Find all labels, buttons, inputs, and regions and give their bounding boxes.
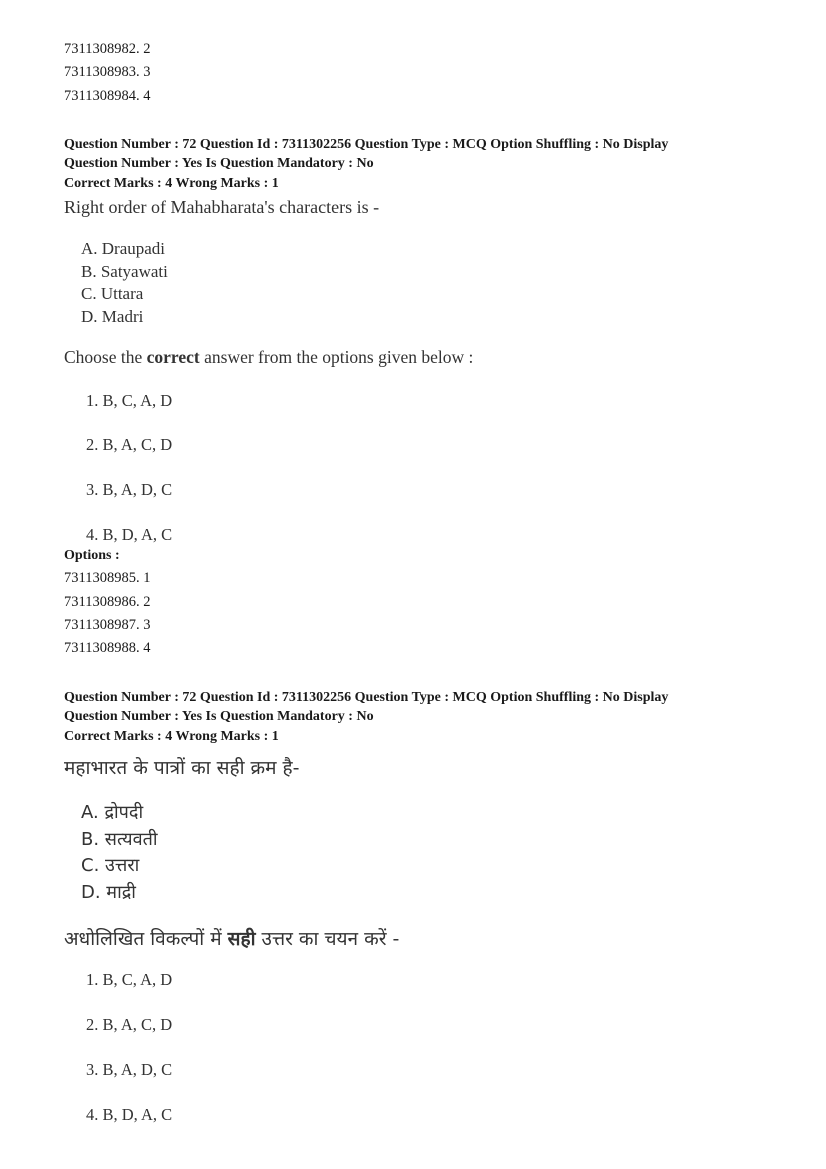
instruction-text: Choose the correct answer from the options given below : <box>64 347 474 367</box>
question-meta-line-2: Question Number : Yes Is Question Mandatory : No <box>64 709 374 724</box>
option-id-line: 7311308982. 2 <box>64 41 151 57</box>
option-id-line: 7311308985. 1 <box>64 570 151 586</box>
question-marks-line: Correct Marks : 4 Wrong Marks : 1 <box>64 729 279 744</box>
option-id-line: 7311308983. 3 <box>64 64 151 80</box>
answer-option: 3. B, A, D, C <box>86 480 173 499</box>
answer-option: 4. B, D, A, C <box>86 1105 173 1124</box>
answer-option: 1. B, C, A, D <box>86 970 173 989</box>
choice-item: D. माद्री <box>81 882 136 903</box>
option-id-line: 7311308988. 4 <box>64 640 151 656</box>
answer-option: 1. B, C, A, D <box>86 391 173 410</box>
answer-option: 3. B, A, D, C <box>86 1060 173 1079</box>
option-id-line: 7311308987. 3 <box>64 617 151 633</box>
choice-item: C. उत्तरा <box>81 855 140 876</box>
question-text: Right order of Mahabharata's characters is - <box>64 197 380 217</box>
answer-option: 2. B, A, C, D <box>86 1015 173 1034</box>
question-meta-line-1: Question Number : 72 Question Id : 7311302256 Question Type : MCQ Option Shuffling : No Display <box>64 690 669 705</box>
choice-item: A. द्रोपदी <box>81 802 144 823</box>
answer-option: 4. B, D, A, C <box>86 525 173 544</box>
choice-item: C. Uttara <box>81 284 144 303</box>
question-text-hindi: महाभारत के पात्रों का सही क्रम है- <box>64 757 300 779</box>
question-marks-line: Correct Marks : 4 Wrong Marks : 1 <box>64 176 279 191</box>
choice-item: B. सत्यवती <box>81 829 158 850</box>
answer-option: 2. B, A, C, D <box>86 435 173 454</box>
options-label: Options : <box>64 548 120 563</box>
choice-item: D. Madri <box>81 307 144 326</box>
choice-item: B. Satyawati <box>81 262 168 281</box>
question-meta-line-1: Question Number : 72 Question Id : 7311302256 Question Type : MCQ Option Shuffling : No Display <box>64 137 669 152</box>
instruction-text-hindi: अधोलिखित विकल्पों में सही उत्तर का चयन करें - <box>64 928 400 950</box>
choice-item: A. Draupadi <box>81 239 166 258</box>
option-id-line: 7311308986. 2 <box>64 594 151 610</box>
question-meta-line-2: Question Number : Yes Is Question Mandatory : No <box>64 156 374 171</box>
option-id-line: 7311308984. 4 <box>64 88 151 104</box>
